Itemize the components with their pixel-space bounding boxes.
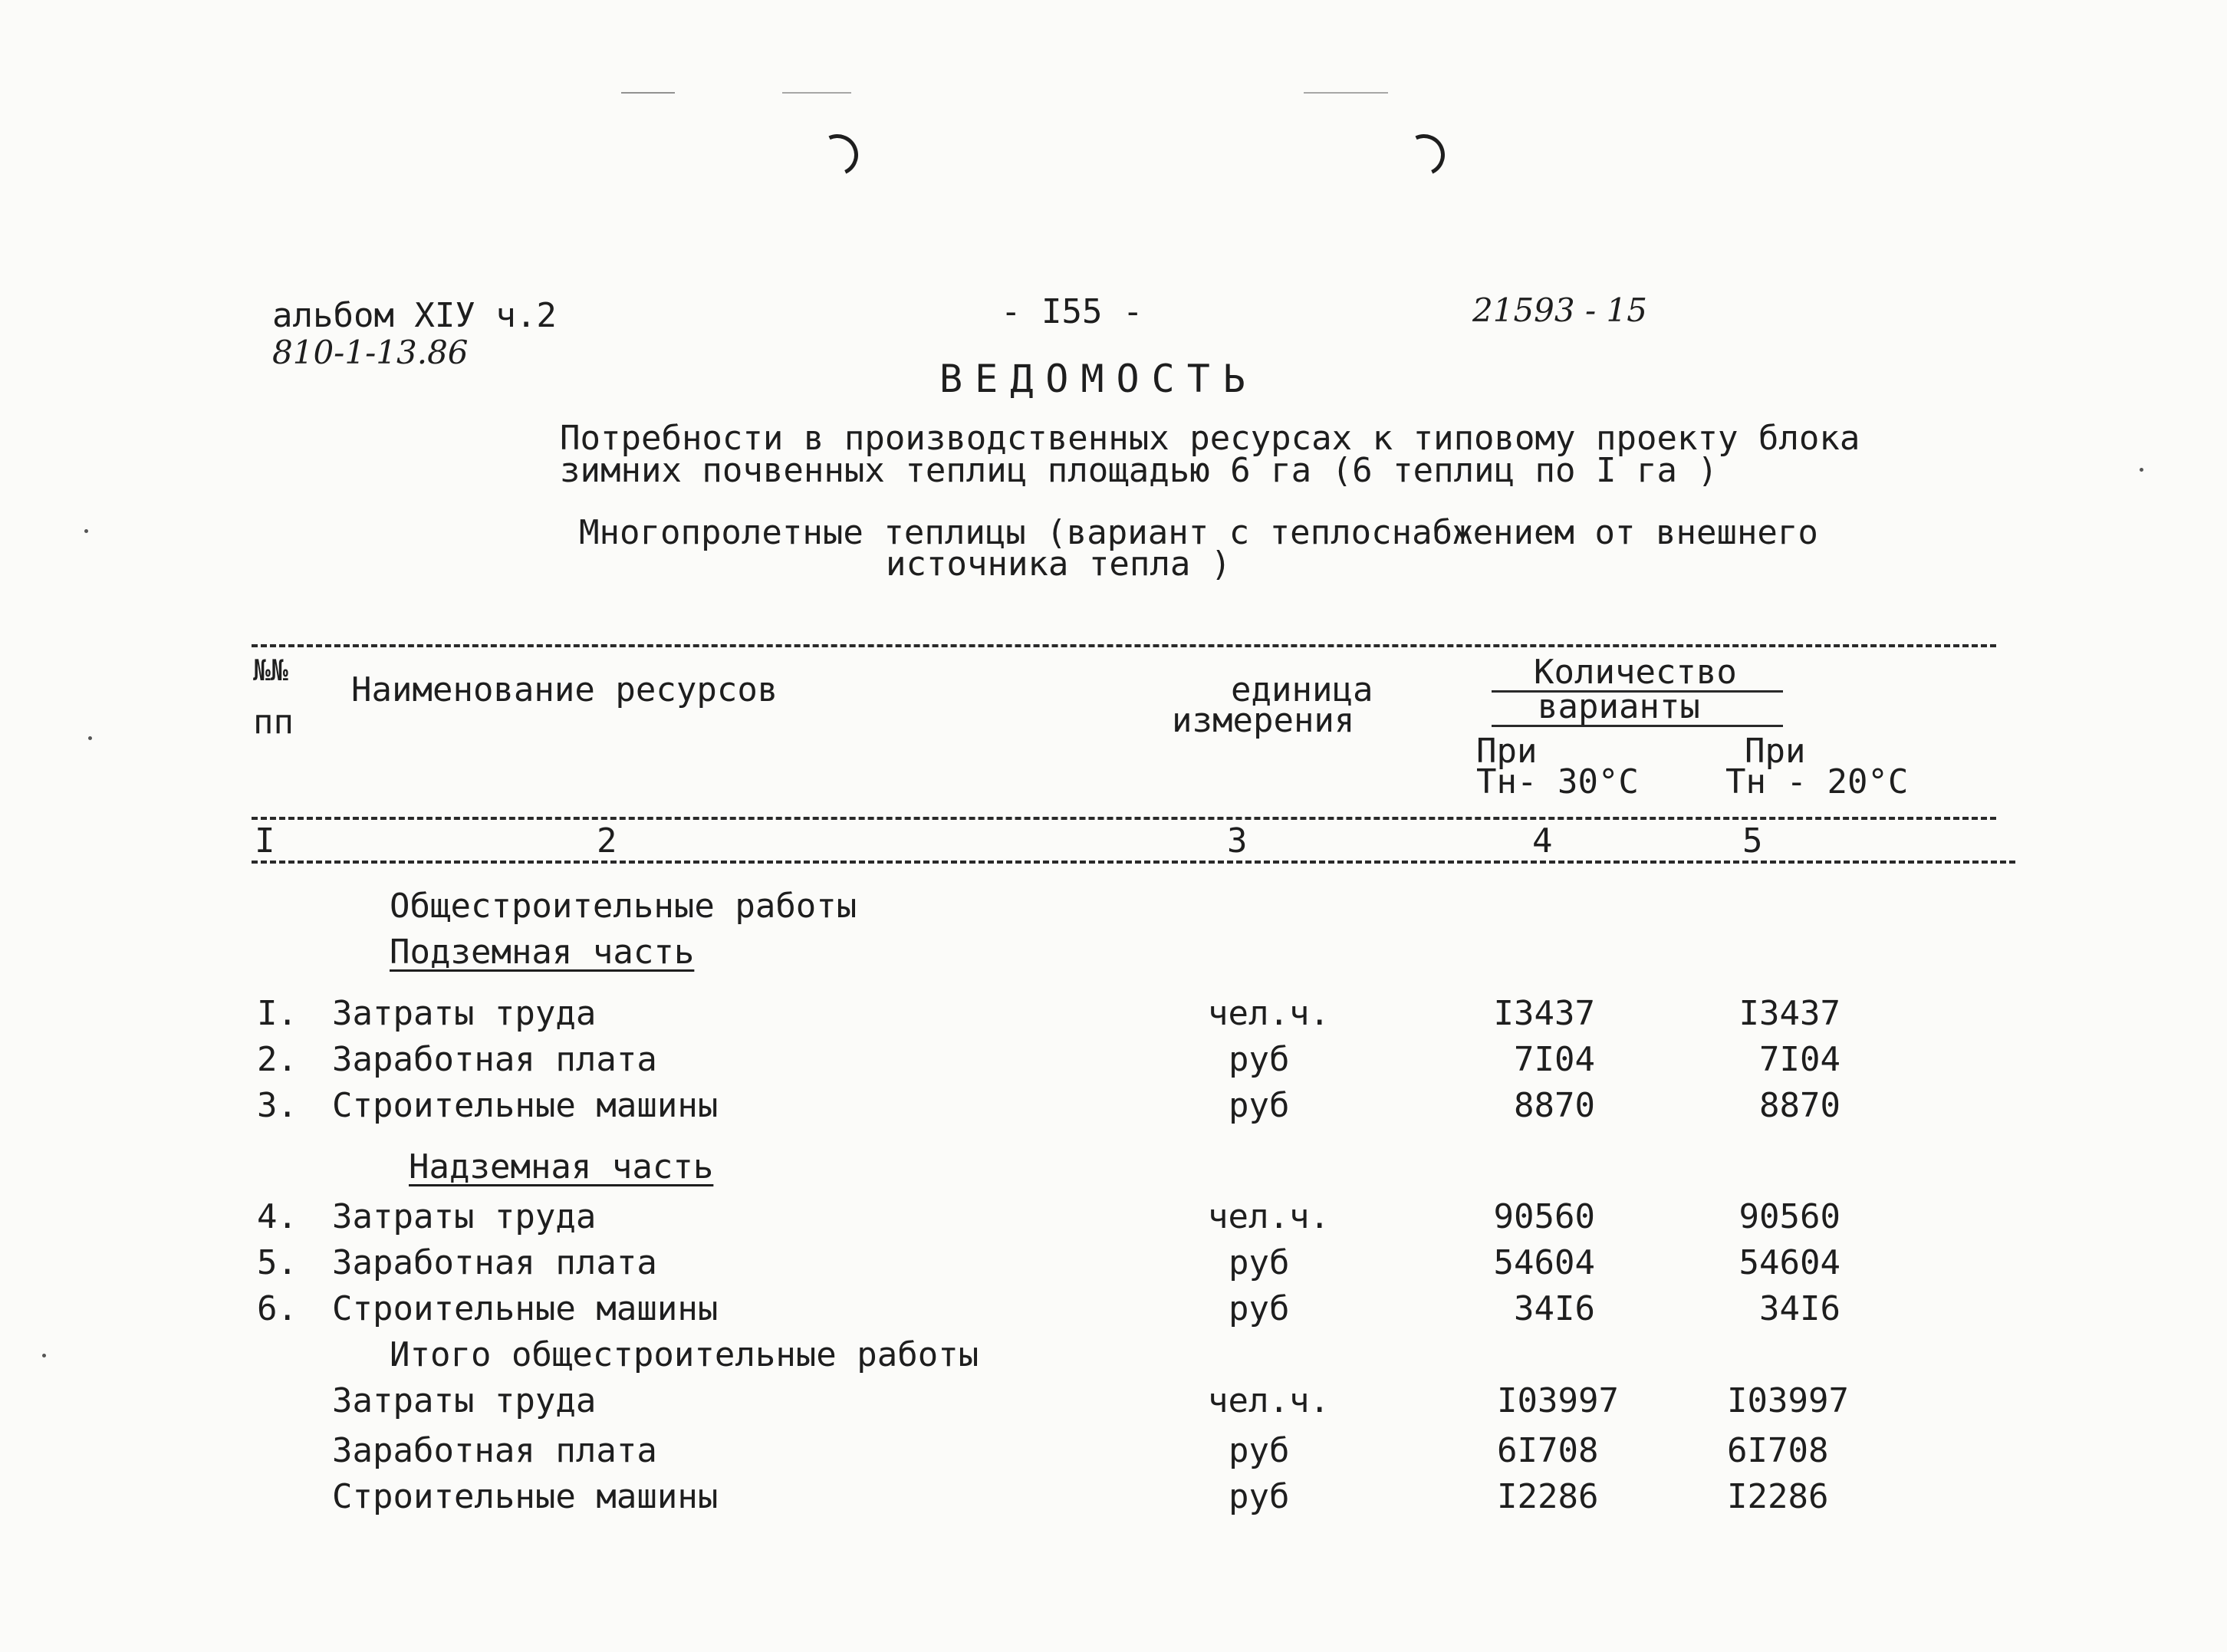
scan-line xyxy=(782,92,851,94)
row-value-var2: 8870 xyxy=(1759,1086,1840,1125)
row-name: Заработная плата xyxy=(332,1040,657,1079)
header-unit-line1: единица xyxy=(1231,670,1373,709)
row-number: 4. xyxy=(257,1197,298,1236)
row-value-var2: 54604 xyxy=(1739,1243,1840,1282)
scan-speck xyxy=(42,1354,46,1357)
row-unit: руб xyxy=(1229,1086,1290,1125)
subtitle-line-1: Потребности в производственных ресурсах к типовому проекту блока xyxy=(560,419,1860,458)
total-row-name: Заработная плата xyxy=(332,1431,657,1470)
col-number-3: 3 xyxy=(1227,821,1248,861)
section-general: Общестроительные работы xyxy=(390,887,857,926)
header-num-line2: пп xyxy=(253,703,294,742)
header-var1-line2: Тн- 30°С xyxy=(1476,762,1639,801)
row-name: Затраты труда xyxy=(332,1197,597,1236)
col-number-4: 4 xyxy=(1532,821,1553,861)
row-unit: чел.ч. xyxy=(1208,1197,1330,1236)
header-unit-line2: измерения xyxy=(1172,701,1355,740)
row-name: Строительные машины xyxy=(332,1086,719,1125)
header-quantity: Количество xyxy=(1534,653,1737,692)
column-number-bottom-rule xyxy=(252,861,2015,864)
scan-line xyxy=(1304,92,1388,94)
scan-line xyxy=(621,92,675,94)
total-row-unit: руб xyxy=(1229,1431,1290,1470)
total-row-value-var2: I2286 xyxy=(1727,1477,1829,1516)
row-number: I. xyxy=(257,994,298,1033)
total-row-value-var1: 6I708 xyxy=(1497,1431,1599,1470)
scan-speck xyxy=(88,736,92,740)
row-name: Затраты труда xyxy=(332,994,597,1033)
row-number: 6. xyxy=(257,1289,298,1328)
total-row-unit: чел.ч. xyxy=(1208,1381,1330,1420)
row-value-var1: 54604 xyxy=(1493,1243,1595,1282)
col-number-5: 5 xyxy=(1742,821,1763,861)
scan-speck xyxy=(84,529,88,533)
section-total: Итого общестроительные работы xyxy=(390,1335,979,1374)
row-value-var1: 8870 xyxy=(1514,1086,1595,1125)
row-unit: чел.ч. xyxy=(1208,994,1330,1033)
row-value-var1: I3437 xyxy=(1493,994,1595,1033)
binding-hole-mark xyxy=(811,128,863,181)
table-top-rule xyxy=(252,644,1996,647)
scan-speck xyxy=(2140,468,2143,472)
project-code: 810-1-13.86 xyxy=(272,334,469,371)
header-var1-line1: При xyxy=(1476,732,1538,771)
row-value-var2: 90560 xyxy=(1739,1197,1840,1236)
subtitle-line-4: источника тепла ) xyxy=(886,545,1232,584)
row-number: 2. xyxy=(257,1040,298,1079)
album-label: альбом XIУ ч.2 xyxy=(272,296,557,335)
header-name: Наименование ресурсов xyxy=(351,670,778,709)
row-number: 5. xyxy=(257,1243,298,1282)
row-value-var2: 7I04 xyxy=(1759,1040,1840,1079)
page-number: - I55 - xyxy=(1001,292,1143,331)
header-var2-line2: Тн - 20°С xyxy=(1725,762,1909,801)
total-row-value-var1: I2286 xyxy=(1497,1477,1599,1516)
total-row-name: Строительные машины xyxy=(332,1477,719,1516)
total-row-unit: руб xyxy=(1229,1477,1290,1516)
col-number-2: 2 xyxy=(597,821,617,861)
row-value-var2: 34I6 xyxy=(1759,1289,1840,1328)
subtitle-line-2: зимних почвенных теплиц площадью 6 га (6 теплиц по I га ) xyxy=(560,451,1718,490)
header-variants: варианты xyxy=(1538,687,1700,726)
section-aboveground: Надземная часть xyxy=(409,1147,714,1186)
col-number-1: I xyxy=(255,821,275,861)
row-value-var2: I3437 xyxy=(1739,994,1840,1033)
total-row-value-var2: I03997 xyxy=(1727,1381,1849,1420)
total-row-value-var2: 6I708 xyxy=(1727,1431,1829,1470)
header-num-line1: №№ xyxy=(253,653,288,687)
row-name: Строительные машины xyxy=(332,1289,719,1328)
row-name: Заработная плата xyxy=(332,1243,657,1282)
row-value-var1: 90560 xyxy=(1493,1197,1595,1236)
row-number: 3. xyxy=(257,1086,298,1125)
total-row-value-var1: I03997 xyxy=(1497,1381,1619,1420)
variants-underline xyxy=(1492,725,1783,727)
row-unit: руб xyxy=(1229,1243,1290,1282)
row-value-var1: 34I6 xyxy=(1514,1289,1595,1328)
document-number: 21593 - 15 xyxy=(1472,291,1647,329)
binding-hole-mark xyxy=(1397,128,1450,181)
row-unit: руб xyxy=(1229,1289,1290,1328)
section-underground: Подземная часть xyxy=(390,933,695,972)
row-unit: руб xyxy=(1229,1040,1290,1079)
total-row-name: Затраты труда xyxy=(332,1381,597,1420)
subtitle-line-3: Многопролетные теплицы (вариант с теплоснабжением от внешнего xyxy=(579,513,1818,552)
row-value-var1: 7I04 xyxy=(1514,1040,1595,1079)
column-number-top-rule xyxy=(252,817,1996,820)
document-title: ВЕДОМОСТЬ xyxy=(939,357,1258,401)
header-var2-line1: При xyxy=(1745,732,1806,771)
